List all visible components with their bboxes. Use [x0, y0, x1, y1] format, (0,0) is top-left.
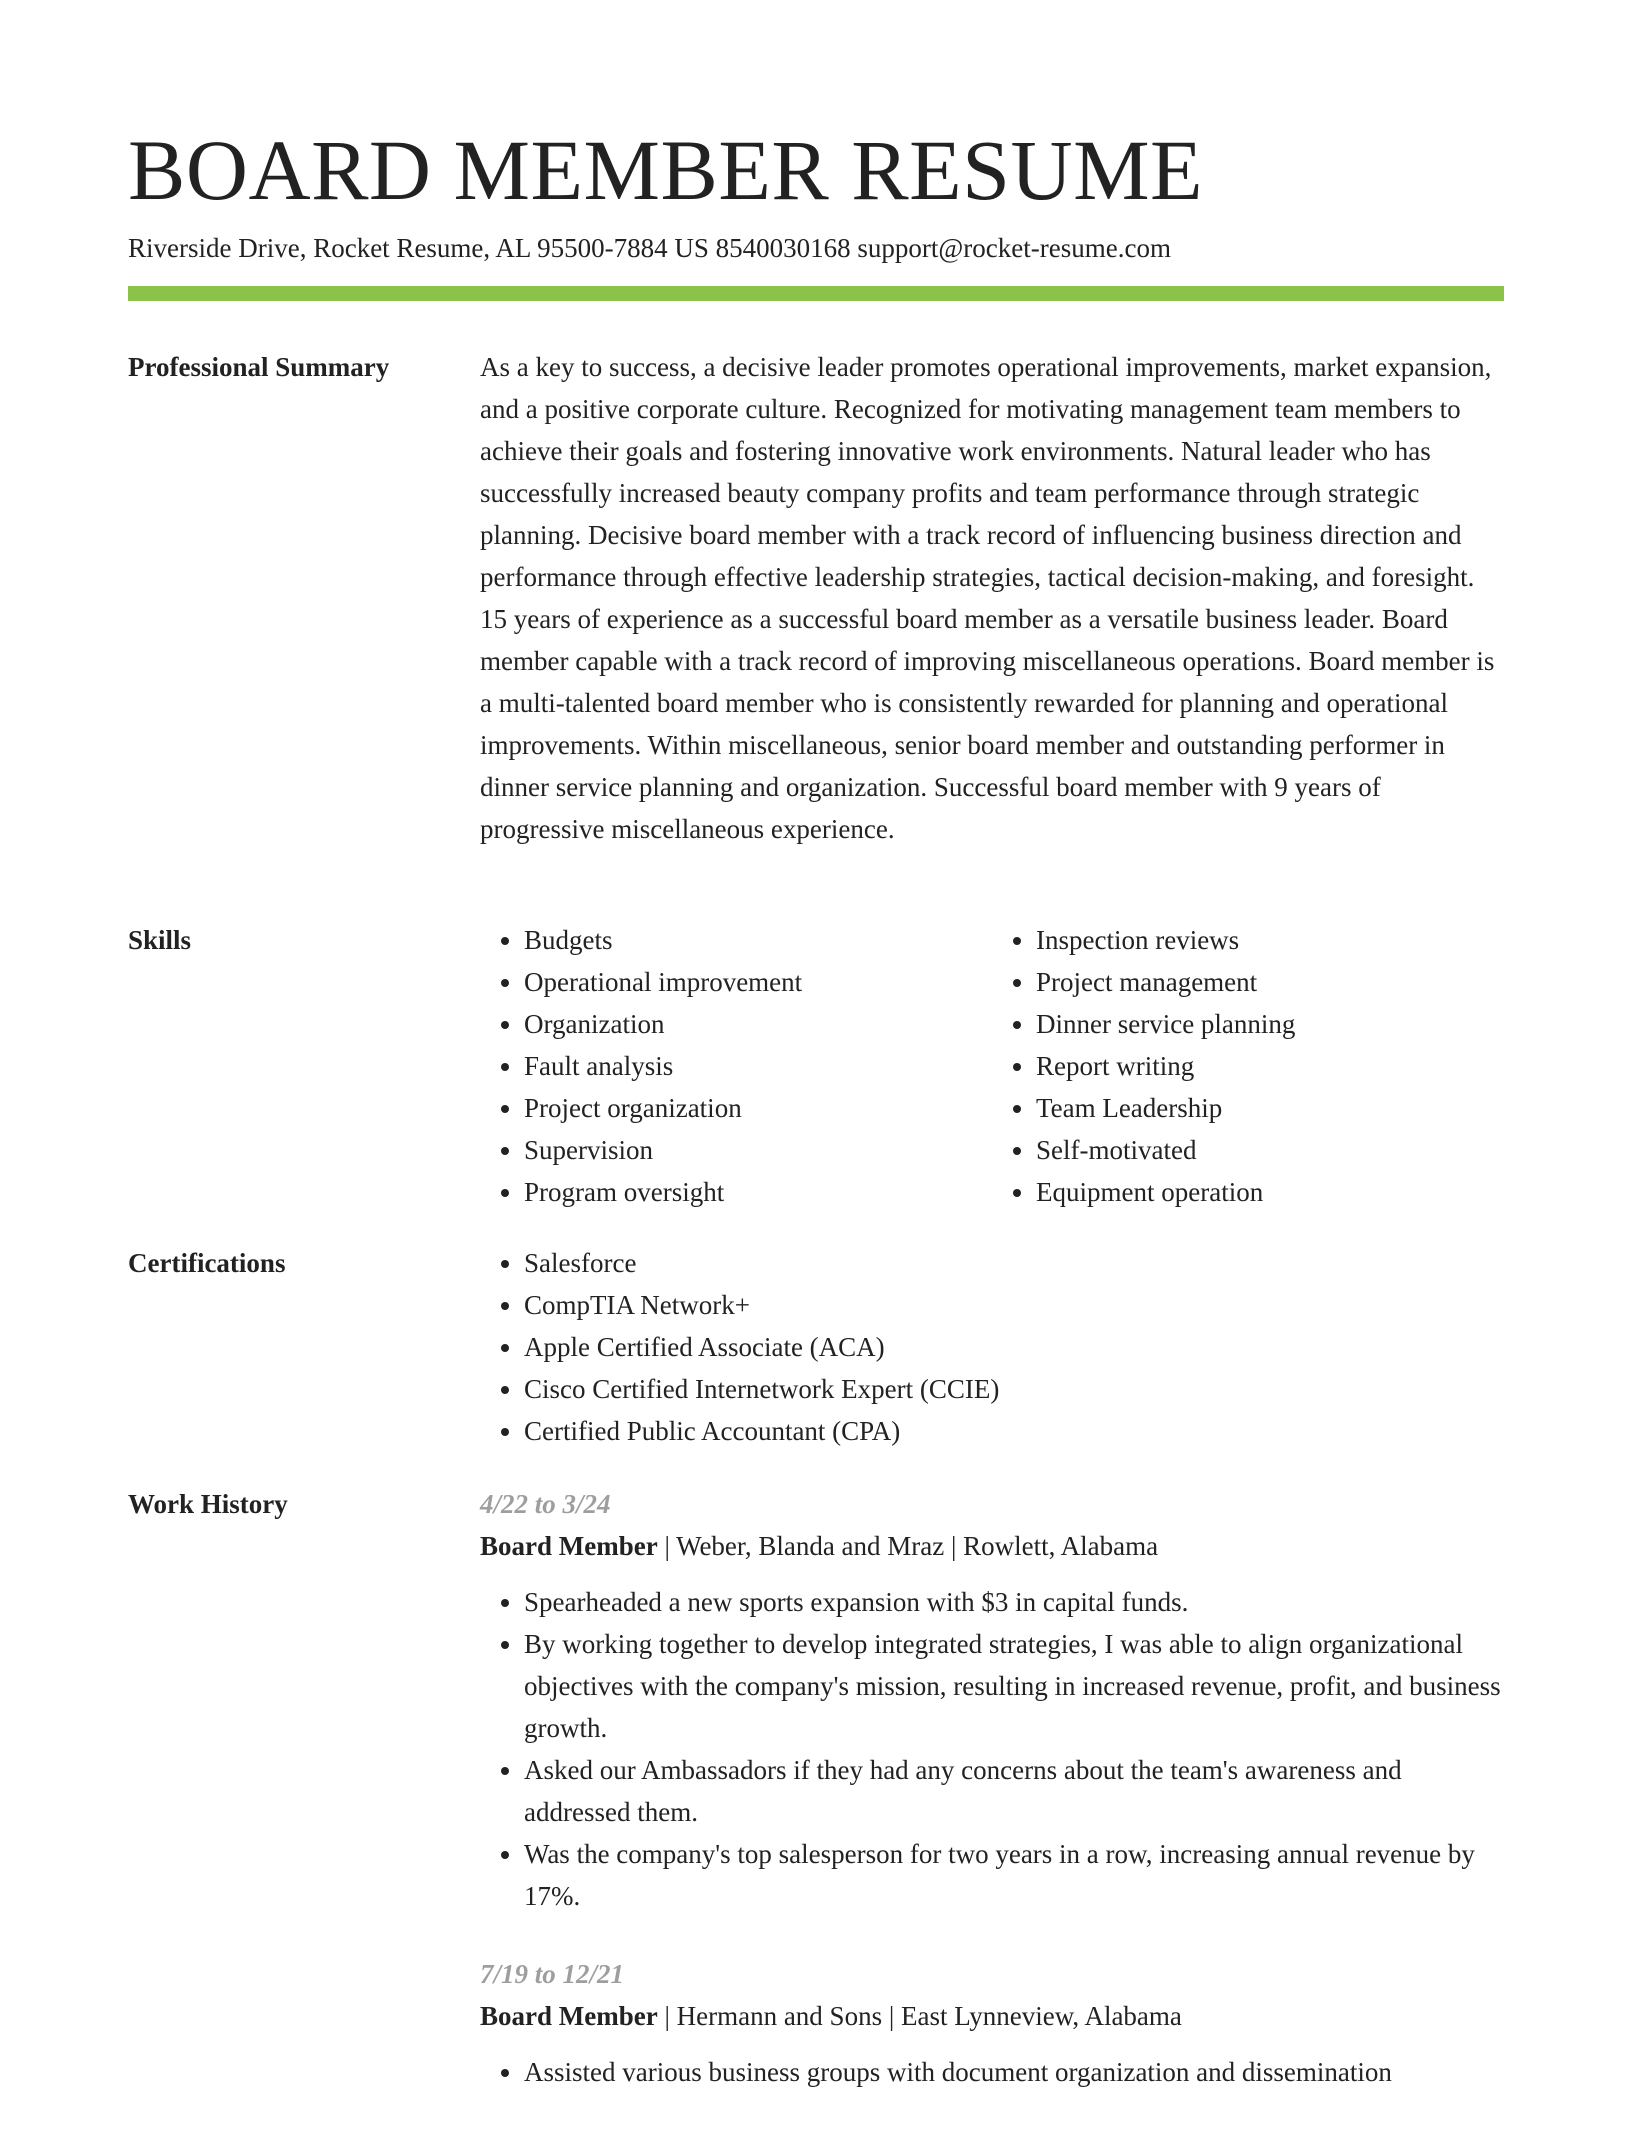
job-bullet: • Asked our Ambassadors if they had any concerns about the team's awareness and addressed them. [524, 1749, 1504, 1833]
skill-item: • Project organization [524, 1087, 992, 1129]
job-title: Board Member [480, 2001, 658, 2031]
skill-item: • Self-motivated [1036, 1129, 1504, 1171]
job-bullets [480, 1581, 1504, 1917]
section-label-work-history: Work History [128, 1489, 288, 1519]
skill-item: • Organization [524, 1003, 992, 1045]
skill-item: • Program oversight [524, 1171, 992, 1213]
resume-title: BOARD MEMBER RESUME [128, 122, 1204, 218]
skill-item: • Project management [1036, 961, 1504, 1003]
job-bullet: • Was the company's top salesperson for two years in a row, increasing annual revenue by 17%. [524, 1833, 1504, 1917]
job-bullet: • Spearheaded a new sports expansion with $3 in capital funds. [524, 1581, 1504, 1623]
skill-item: • Budgets [524, 919, 992, 961]
certification-item: • CompTIA Network+ [524, 1284, 1504, 1326]
job-details: | Weber, Blanda and Mraz | Rowlett, Alabama [657, 1531, 1159, 1561]
section-label-skills: Skills [128, 925, 192, 955]
job-entry [480, 1953, 1504, 2093]
contact-line: Riverside Drive, Rocket Resume, AL 95500-7884 US 8540030168 support@rocket-resume.com [128, 233, 1171, 263]
job-heading [480, 1995, 1504, 2037]
skill-item: • Dinner service planning [1036, 1003, 1504, 1045]
certification-item: • Certified Public Accountant (CPA) [524, 1410, 1504, 1452]
certification-item: • Apple Certified Associate (ACA) [524, 1326, 1504, 1368]
skill-item: • Report writing [1036, 1045, 1504, 1087]
job-bullets [480, 2051, 1504, 2093]
header-divider [128, 286, 1504, 301]
certification-item: • Cisco Certified Internetwork Expert (CCIE) [524, 1368, 1504, 1410]
job-entry [480, 1483, 1504, 1917]
summary-text: As a key to success, a decisive leader promotes operational improvements, market expansion, and a positive corporate culture. Recognized for motivating management team members to achieve their goals and fostering innovative work environments. Natural leader who has successfully increased beauty company profits and team performance through strategic planning. Decisive board member with a track record of influencing business direction and performance through effective leadership strategies, tactical decision-making, and foresight. 15 years of experience as a successful board member as a versatile business leader. Board member capable with a track record of improving miscellaneous operations. Board member is a multi-talented board member who is consistently rewarded for planning and operational improvements. Within miscellaneous, senior board member and outstanding performer in dinner service planning and organization. Successful board member with 9 years of progressive miscellaneous experience. [480, 352, 1495, 844]
job-date: 7/19 to 12/21 [480, 1959, 625, 1989]
skill-item: • Operational improvement [524, 961, 992, 1003]
section-label-summary: Professional Summary [128, 352, 390, 382]
skills-list-left [480, 919, 992, 1213]
skill-item: • Fault analysis [524, 1045, 992, 1087]
skill-item: • Supervision [524, 1129, 992, 1171]
section-label-certifications: Certifications [128, 1248, 286, 1278]
job-heading [480, 1525, 1504, 1567]
job-details: | Hermann and Sons | East Lynneview, Alabama [657, 2001, 1182, 2031]
job-date: 4/22 to 3/24 [480, 1489, 611, 1519]
skill-item: • Team Leadership [1036, 1087, 1504, 1129]
job-bullet: • Assisted various business groups with document organization and dissemination [524, 2051, 1504, 2093]
certification-item: • Salesforce [524, 1242, 1504, 1284]
skill-item: • Inspection reviews [1036, 919, 1504, 961]
job-title: Board Member [480, 1531, 658, 1561]
certifications-list [480, 1242, 1504, 1452]
job-bullet: • By working together to develop integrated strategies, I was able to align organizational objectives with the company's mission, resulting in increased revenue, profit, and business growth. [524, 1623, 1504, 1749]
skills-list-right [992, 919, 1504, 1213]
skill-item: • Equipment operation [1036, 1171, 1504, 1213]
